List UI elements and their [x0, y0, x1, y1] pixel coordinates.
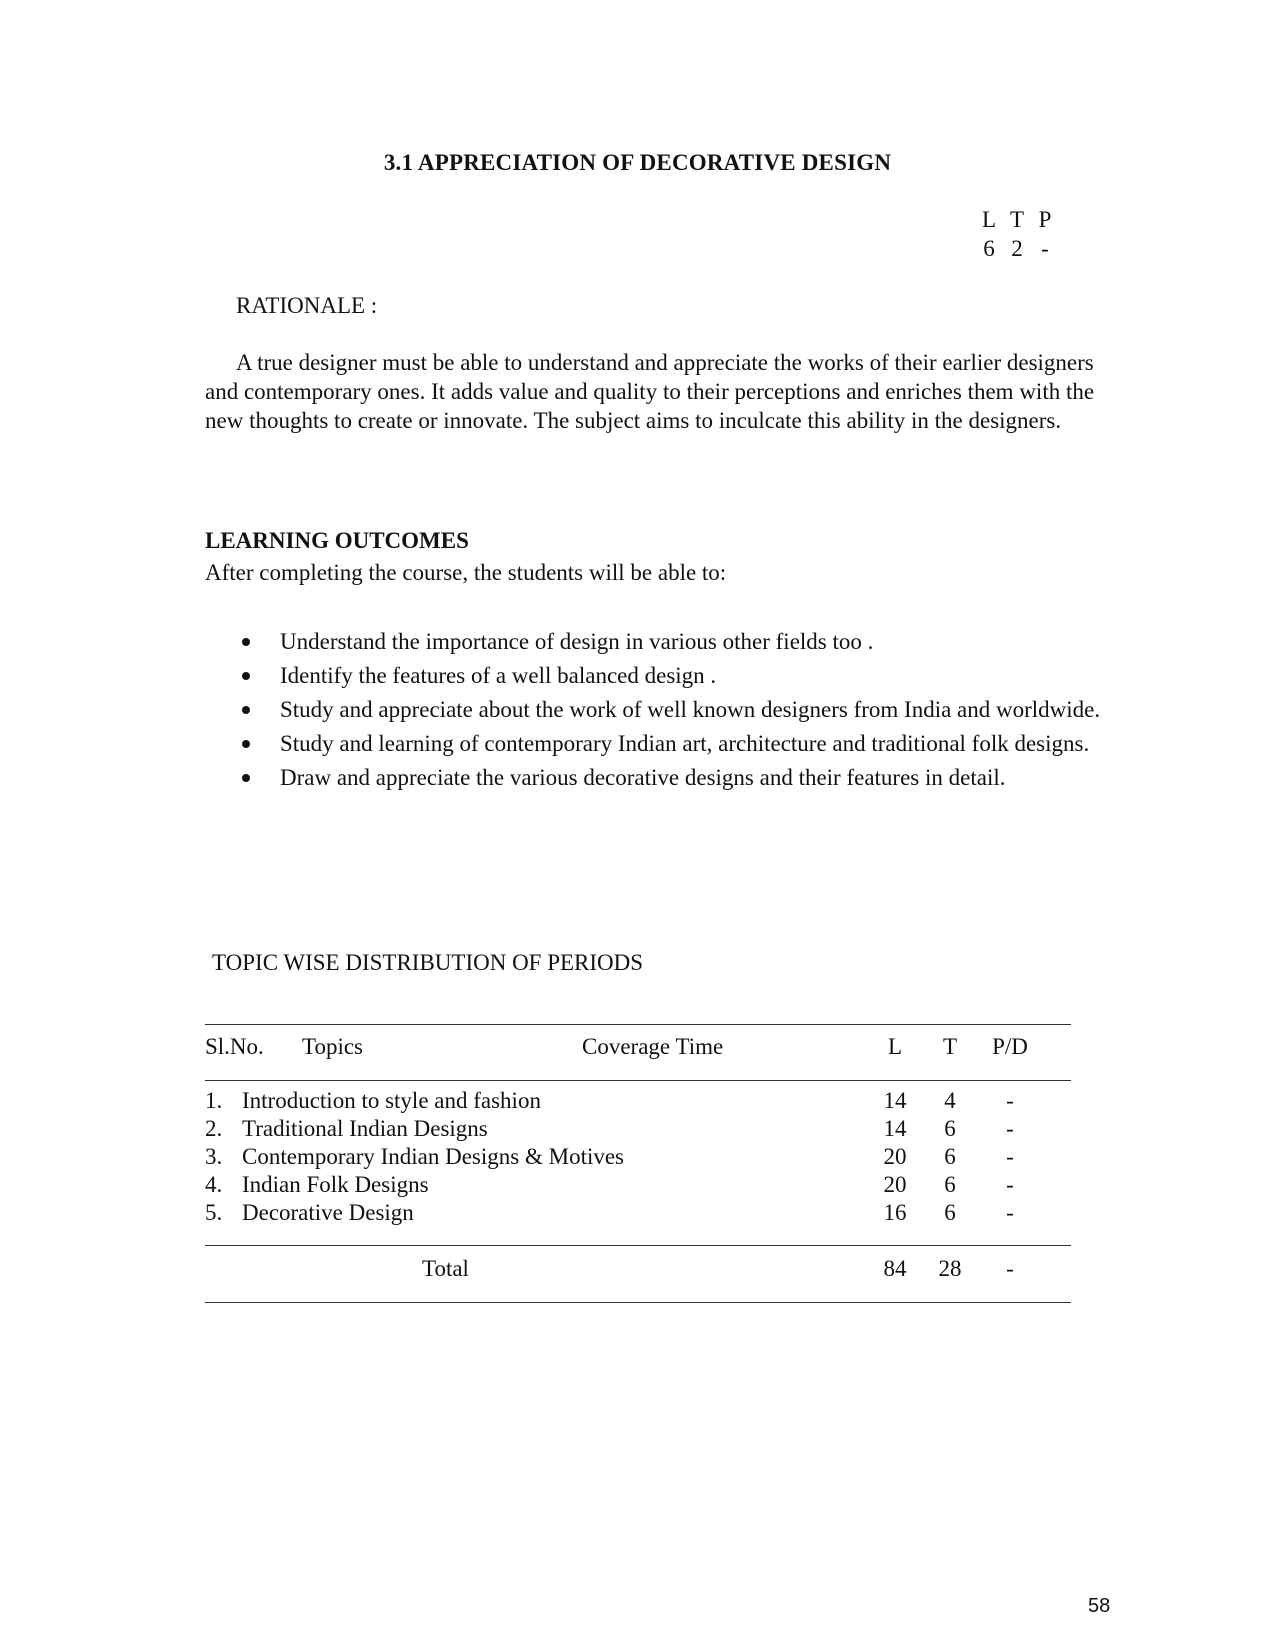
table-row — [205, 1088, 1071, 1116]
table-header-rule — [205, 1080, 1071, 1081]
row-t: 6 — [944, 1200, 956, 1225]
row-topic: Introduction to style and fashion — [242, 1088, 541, 1113]
row-pd: - — [1006, 1200, 1014, 1225]
table-row — [205, 1172, 1071, 1200]
row-topic: Indian Folk Designs — [242, 1172, 429, 1197]
list-item-text: Study and appreciate about the work of well known designers from India and worldwide. — [280, 697, 1101, 722]
ltp-value-p: - — [1041, 236, 1049, 261]
ltp-credits — [975, 205, 1059, 263]
list-item-text: Draw and appreciate the various decorative designs and their features in detail. — [280, 765, 1006, 790]
row-sl: 2. — [205, 1116, 223, 1141]
row-pd: - — [1006, 1144, 1014, 1169]
list-item-text: Identify the features of a well balanced design . — [280, 663, 717, 688]
row-t: 6 — [944, 1144, 956, 1169]
ltp-value-t: 2 — [1011, 236, 1023, 261]
rationale-text: A true designer must be able to understand and appreciate the works of their earlier designers and contemporary ones. It adds value and quality to their perceptions and enriches them with the new thoughts to create or innovate. The subject aims to inculcate this ability in the designers. — [205, 350, 1095, 433]
table-total-row — [205, 1256, 1071, 1284]
table-bottom-rule — [205, 1302, 1071, 1303]
row-sl: 5. — [205, 1200, 223, 1225]
list-item — [240, 727, 1110, 760]
total-t: 28 — [938, 1256, 962, 1281]
table-row — [205, 1200, 1071, 1228]
col-header-coverage: Coverage Time — [582, 1034, 724, 1059]
bullet-icon — [242, 774, 250, 782]
ltp-value-l: 6 — [983, 236, 995, 261]
row-sl: 3. — [205, 1144, 223, 1169]
row-l: 20 — [883, 1172, 907, 1197]
row-l: 20 — [883, 1144, 907, 1169]
bullet-icon — [242, 740, 250, 748]
row-pd: - — [1006, 1116, 1014, 1141]
row-sl: 1. — [205, 1088, 223, 1113]
page-number: 58 — [1088, 1595, 1111, 1617]
col-header-pd: P/D — [992, 1034, 1028, 1059]
learning-outcomes-heading: LEARNING OUTCOMES — [205, 528, 469, 553]
distribution-heading: TOPIC WISE DISTRIBUTION OF PERIODS — [212, 950, 644, 975]
row-topic: Traditional Indian Designs — [242, 1116, 488, 1141]
table-row — [205, 1116, 1071, 1144]
learning-outcomes-list — [240, 625, 1110, 795]
row-l: 16 — [883, 1200, 907, 1225]
table-header-row — [205, 1034, 1071, 1064]
rationale-paragraph — [205, 348, 1105, 435]
list-item — [240, 625, 1110, 658]
ltp-header-t: T — [1009, 207, 1025, 232]
bullet-icon — [242, 638, 250, 646]
row-pd: - — [1006, 1088, 1014, 1113]
list-item-text: Understand the importance of design in various other fields too . — [280, 629, 874, 654]
bullet-icon — [242, 672, 250, 680]
list-item-text: Study and learning of contemporary Indian art, architecture and traditional folk designs. — [280, 731, 1090, 756]
row-t: 6 — [944, 1116, 956, 1141]
total-label: Total — [422, 1256, 469, 1281]
ltp-value-row — [975, 234, 1059, 263]
total-l: 84 — [883, 1256, 907, 1281]
row-t: 6 — [944, 1172, 956, 1197]
col-header-sl: Sl.No. — [205, 1034, 264, 1059]
row-sl: 4. — [205, 1172, 223, 1197]
list-item — [240, 693, 1110, 726]
col-header-t: T — [942, 1034, 958, 1059]
table-top-rule — [205, 1024, 1071, 1025]
row-pd: - — [1006, 1172, 1014, 1197]
list-item — [240, 761, 1110, 794]
learning-outcomes-intro: After completing the course, the students will be able to: — [205, 560, 727, 585]
table-total-rule — [205, 1245, 1071, 1246]
page-title: 3.1 APPRECIATION OF DECORATIVE DESIGN — [383, 150, 892, 175]
total-pd: - — [1006, 1256, 1014, 1281]
col-header-l: L — [887, 1034, 903, 1059]
row-l: 14 — [883, 1088, 907, 1113]
row-topic: Contemporary Indian Designs & Motives — [242, 1144, 625, 1169]
row-t: 4 — [944, 1088, 956, 1113]
list-item — [240, 659, 1110, 692]
row-l: 14 — [883, 1116, 907, 1141]
ltp-header-row — [975, 205, 1059, 234]
ltp-header-l: L — [981, 207, 997, 232]
rationale-heading: RATIONALE : — [236, 293, 378, 318]
table-row — [205, 1144, 1071, 1172]
row-topic: Decorative Design — [242, 1200, 414, 1225]
ltp-header-p: P — [1038, 207, 1052, 232]
bullet-icon — [242, 706, 250, 714]
col-header-topics: Topics — [302, 1034, 363, 1059]
